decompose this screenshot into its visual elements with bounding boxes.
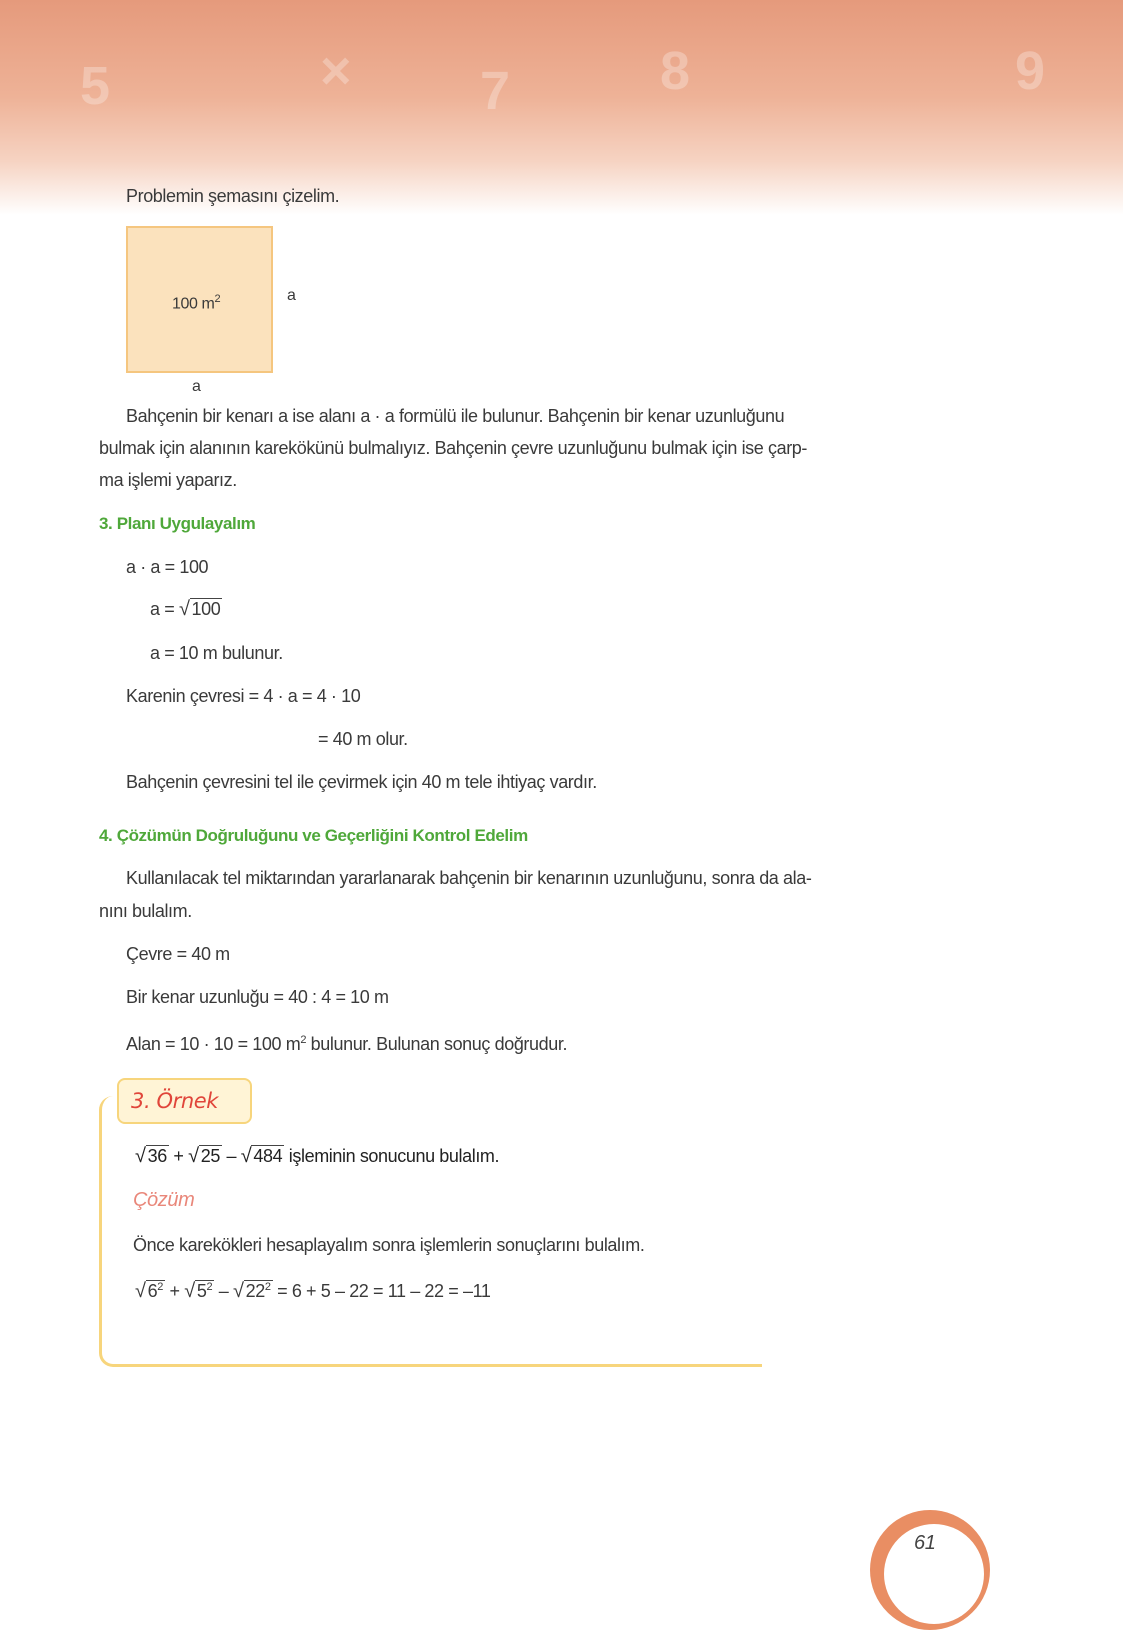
equation-line: Bir kenar uzunluğu = 40 : 4 = 10 m xyxy=(126,987,389,1007)
side-label-right: a xyxy=(287,287,296,304)
decor-digit: 5 xyxy=(80,56,110,116)
solution-text: Önce karekökleri hesaplayalım sonra işlemlerin sonuçlarını bulalım. xyxy=(133,1235,645,1255)
equation-line: a · a = 100 xyxy=(126,557,209,577)
equation-line: Çevre = 40 m xyxy=(126,944,230,964)
intro-text: Problemin şemasını çizelim. xyxy=(126,186,340,206)
page-header-decoration xyxy=(0,0,1123,215)
decor-digit: × xyxy=(320,41,352,101)
solution-equation: √ $6^2$ + √ $5^2$ – √ $22^2 = 6 + 5 - 22 = 11 - 22 = -11$ xyxy=(135,1280,491,1302)
equation-line: Alan = 10 · 10 = 100 $m^2$ bulunur. Bulunan sonuç doğrudur. xyxy=(126,1034,568,1054)
solution-label: Çözüm xyxy=(133,1189,195,1211)
section-heading: 3. Planı Uygulayalım xyxy=(99,514,256,533)
square-area-label: 100 $m^2$ xyxy=(172,293,221,313)
paragraph-line: bulmak için alanının karekökünü bulmalıyız. Bahçenin çevre uzunluğunu bulmak için ise çarp- xyxy=(99,438,807,458)
section-heading: 4. Çözümün Doğruluğunu ve Geçerliğini Kontrol Edelim xyxy=(99,826,528,845)
equation-line: a = √ 100 xyxy=(150,598,221,620)
page-number-badge xyxy=(870,1510,990,1630)
decor-digit: 9 xyxy=(1015,41,1045,101)
equation-line: Karenin çevresi = 4 · a = 4 · 10 xyxy=(126,686,361,706)
page-number: 61 xyxy=(914,1532,936,1554)
paragraph-line: Kullanılacak tel miktarından yararlanarak bahçenin bir kenarının uzunluğunu, sonra da ala- xyxy=(126,868,812,888)
paragraph-line: Bahçenin bir kenarı a ise alanı a · a formülü ile bulunur. Bahçenin bir kenar uzunluğunu xyxy=(126,406,785,426)
paragraph-line: ma işlemi yaparız. xyxy=(99,470,237,490)
equation-line: = 40 m olur. xyxy=(318,729,408,749)
equation-line: a = 10 m bulunur. xyxy=(150,643,283,663)
conclusion-line: Bahçenin çevresini tel ile çevirmek için 40 m tele ihtiyaç vardır. xyxy=(126,772,597,792)
paragraph-line: nını bulalım. xyxy=(99,901,192,921)
decor-digit: 7 xyxy=(480,61,510,121)
decor-digit: 8 xyxy=(660,41,690,101)
side-label-bottom: a xyxy=(192,378,201,395)
example-question: √ 36 + √ 25 – √ 484 işleminin sonucunu bulalım. xyxy=(135,1145,500,1167)
example-box xyxy=(99,1096,762,1367)
example-badge: 3. Örnek xyxy=(117,1078,252,1124)
